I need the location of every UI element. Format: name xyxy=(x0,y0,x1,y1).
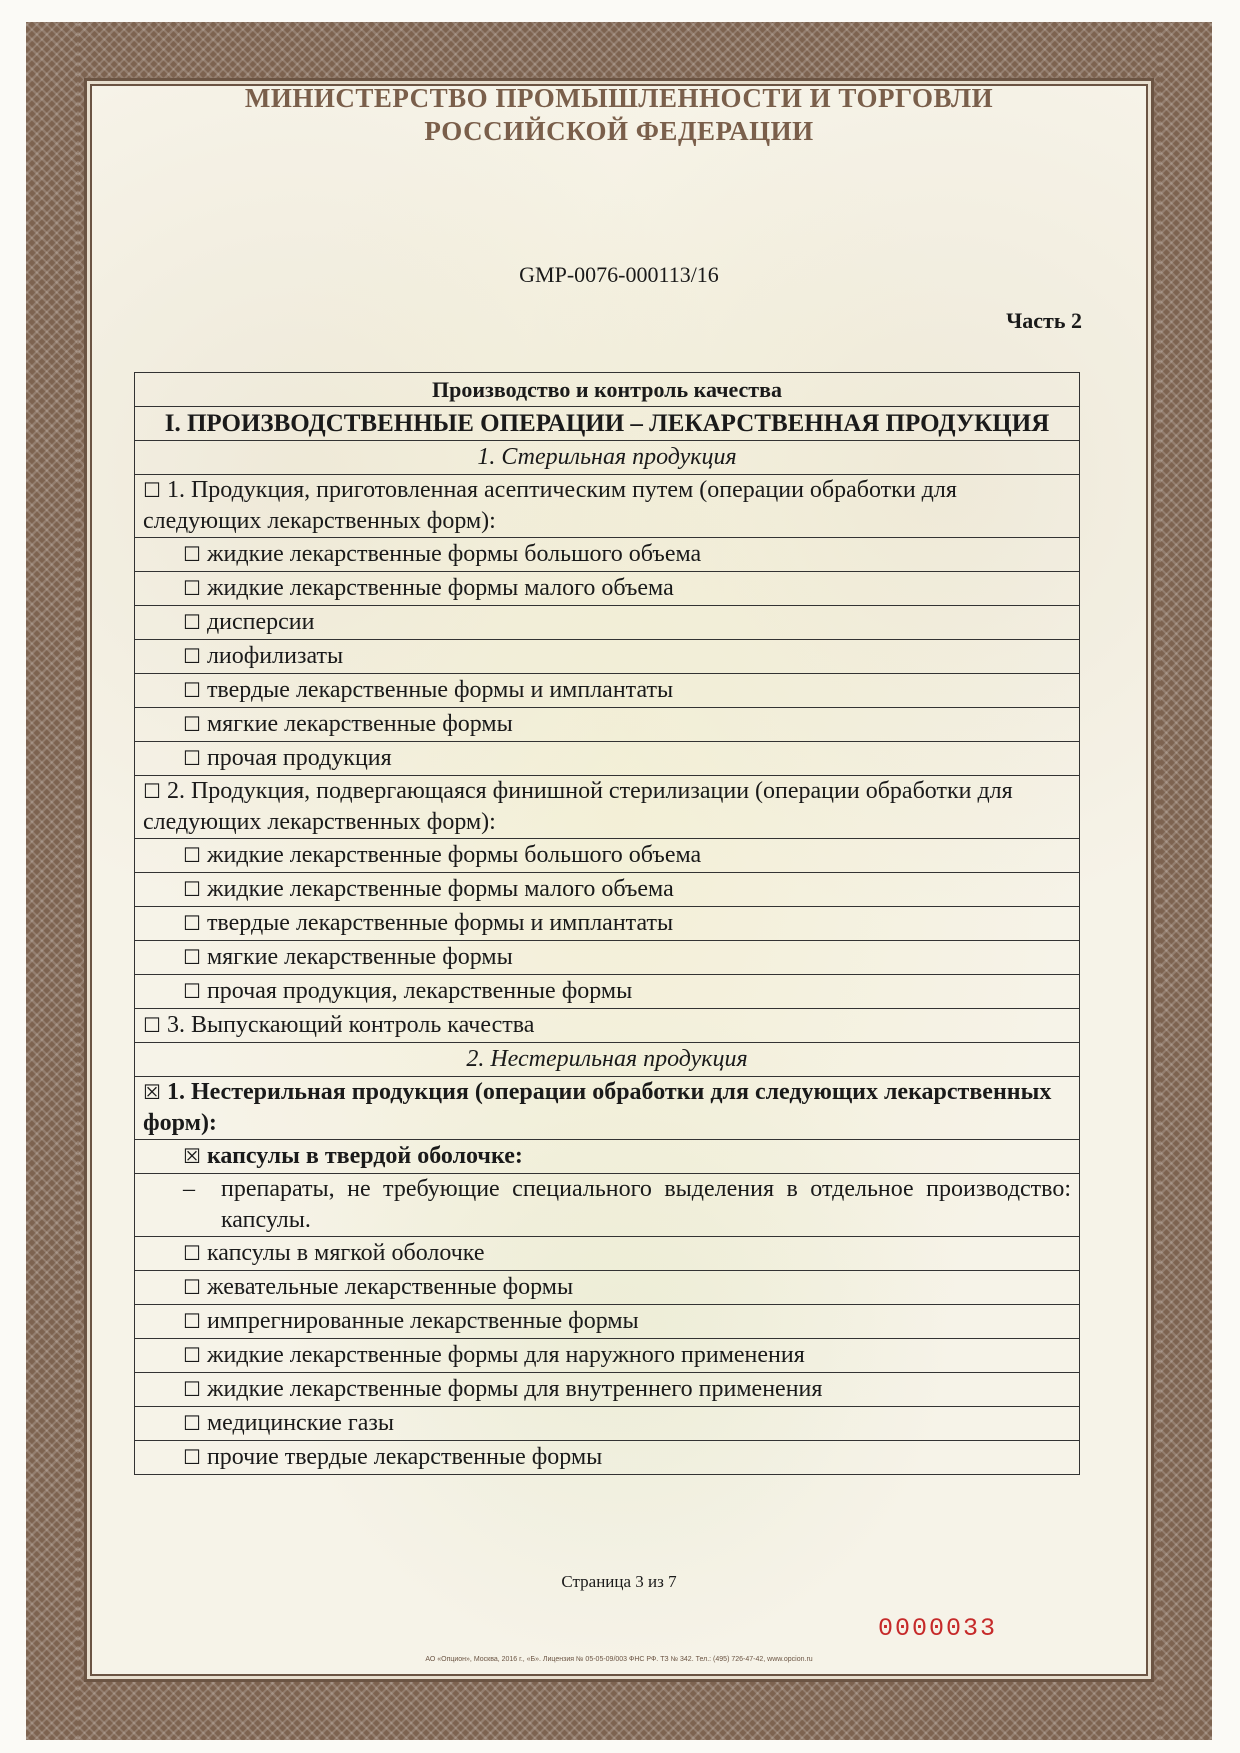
item-label: твердые лекарственные формы и имплантаты xyxy=(206,677,674,703)
item-label: твердые лекарственные формы и имплантаты xyxy=(206,910,674,936)
aseptic-row xyxy=(135,475,1080,538)
checkbox-icon: ☐ xyxy=(143,478,161,502)
list-item xyxy=(135,1441,1080,1475)
part-label: Часть 2 xyxy=(1006,308,1082,333)
printer-imprint: АО «Опцион», Москва, 2016 г., «Б». Лицензия № 05-05-09/003 ФНС РФ. ТЗ № 342. Тел.: (495) 726-47-42, www.opcion.ru xyxy=(425,1656,813,1663)
list-item xyxy=(135,606,1080,640)
item-label: жидкие лекарственные формы малого объема xyxy=(206,575,674,601)
ministry-line2: РОССИЙСКОЙ ФЕДЕРАЦИИ xyxy=(424,116,814,146)
page-number: Страница 3 из 7 xyxy=(561,1572,677,1591)
hard-capsules-row xyxy=(135,1140,1080,1174)
checkbox-icon: ☐ xyxy=(183,678,201,702)
list-item xyxy=(135,1305,1080,1339)
item-label: лиофилизаты xyxy=(206,643,344,669)
checkbox-icon: ☐ xyxy=(183,1377,201,1401)
list-item xyxy=(135,538,1080,572)
item-label: мягкие лекарственные формы xyxy=(206,944,513,970)
checkbox-icon: ☐ xyxy=(183,1275,201,1299)
checkbox-icon: ☐ xyxy=(183,542,201,566)
certificate-number: GMP-0076-000113/16 xyxy=(519,262,719,287)
list-item xyxy=(135,907,1080,941)
aseptic-label: 1. Продукция, приготовленная асептическим путем (операции обработки для следующих лекарственных форм): xyxy=(143,477,957,534)
list-item xyxy=(135,1339,1080,1373)
checkbox-icon: ☐ xyxy=(183,1343,201,1367)
list-item xyxy=(135,1373,1080,1407)
checkbox-icon: ☐ xyxy=(183,610,201,634)
checkbox-icon: ☐ xyxy=(183,1411,201,1435)
list-item xyxy=(135,1407,1080,1441)
hard-capsules-note: препараты, не требующие специального выделения в отдельное производство: капсулы. xyxy=(221,1176,1071,1233)
list-item xyxy=(135,975,1080,1009)
item-label: жидкие лекарственные формы для внутреннего применения xyxy=(206,1376,823,1402)
nonsterile-heading: 2. Нестерильная продукция xyxy=(135,1043,1080,1077)
checkbox-icon: ☐ xyxy=(143,779,161,803)
checkbox-icon: ☐ xyxy=(183,1309,201,1333)
hard-capsules-label: капсулы в твердой оболочке: xyxy=(206,1143,523,1169)
item-label: прочая продукция xyxy=(206,745,392,771)
item-label: дисперсии xyxy=(206,609,315,635)
ministry-heading xyxy=(84,82,1154,148)
checked-checkbox-icon: ☒ xyxy=(143,1080,161,1104)
hard-capsules-note-row xyxy=(135,1174,1080,1237)
item-label: мягкие лекарственные формы xyxy=(206,711,513,737)
item-label: жидкие лекарственные формы большого объема xyxy=(206,541,702,567)
checkbox-icon: ☐ xyxy=(183,576,201,600)
list-item xyxy=(135,742,1080,776)
release-row xyxy=(135,1009,1080,1043)
list-item xyxy=(135,674,1080,708)
item-label: прочие твердые лекарственные формы xyxy=(206,1444,603,1470)
checkbox-icon: ☐ xyxy=(183,945,201,969)
item-label: жидкие лекарственные формы для наружного применения xyxy=(206,1342,805,1368)
list-item xyxy=(135,873,1080,907)
nonsterile-row xyxy=(135,1077,1080,1140)
checkbox-icon: ☐ xyxy=(183,712,201,736)
terminal-row xyxy=(135,776,1080,839)
item-label: жидкие лекарственные формы большого объема xyxy=(206,842,702,868)
dash-marker: – xyxy=(183,1176,195,1202)
sterile-heading: 1. Стерильная продукция xyxy=(135,441,1080,475)
checkbox-icon: ☐ xyxy=(183,911,201,935)
checkbox-icon: ☐ xyxy=(183,979,201,1003)
item-label: медицинские газы xyxy=(206,1410,394,1436)
item-label: жевательные лекарственные формы xyxy=(206,1274,574,1300)
section-title: I. ПРОИЗВОДСТВЕННЫЕ ОПЕРАЦИИ – ЛЕКАРСТВЕННАЯ ПРОДУКЦИЯ xyxy=(135,407,1080,441)
operations-table xyxy=(134,372,1080,1475)
list-item xyxy=(135,1271,1080,1305)
item-label: жидкие лекарственные формы малого объема xyxy=(206,876,674,902)
checkbox-icon: ☐ xyxy=(183,843,201,867)
checkbox-icon: ☐ xyxy=(183,1445,201,1469)
ministry-line1: МИНИСТЕРСТВО ПРОМЫШЛЕННОСТИ И ТОРГОВЛИ xyxy=(244,83,994,113)
checkbox-icon: ☐ xyxy=(183,877,201,901)
checkbox-icon: ☐ xyxy=(183,644,201,668)
checked-checkbox-icon: ☒ xyxy=(183,1144,201,1168)
item-label: капсулы в мягкой оболочке xyxy=(206,1240,485,1266)
checkbox-icon: ☐ xyxy=(183,1241,201,1265)
item-label: импрегнированные лекарственные формы xyxy=(206,1308,639,1334)
release-label: 3. Выпускающий контроль качества xyxy=(166,1012,535,1038)
item-label: прочая продукция, лекарственные формы xyxy=(206,978,633,1004)
list-item xyxy=(135,839,1080,873)
list-item xyxy=(135,640,1080,674)
checkbox-icon: ☐ xyxy=(143,1013,161,1037)
list-item xyxy=(135,1237,1080,1271)
table-title: Производство и контроль качества xyxy=(135,373,1080,407)
nonsterile-label: 1. Нестерильная продукция (операции обработки для следующих лекарственных форм): xyxy=(143,1079,1052,1136)
list-item xyxy=(135,941,1080,975)
list-item xyxy=(135,708,1080,742)
checkbox-icon: ☐ xyxy=(183,746,201,770)
serial-number: 0000033 xyxy=(878,1614,998,1643)
terminal-label: 2. Продукция, подвергающаяся финишной стерилизации (операции обработки для следующих лекарственных форм): xyxy=(143,778,1013,835)
list-item xyxy=(135,572,1080,606)
